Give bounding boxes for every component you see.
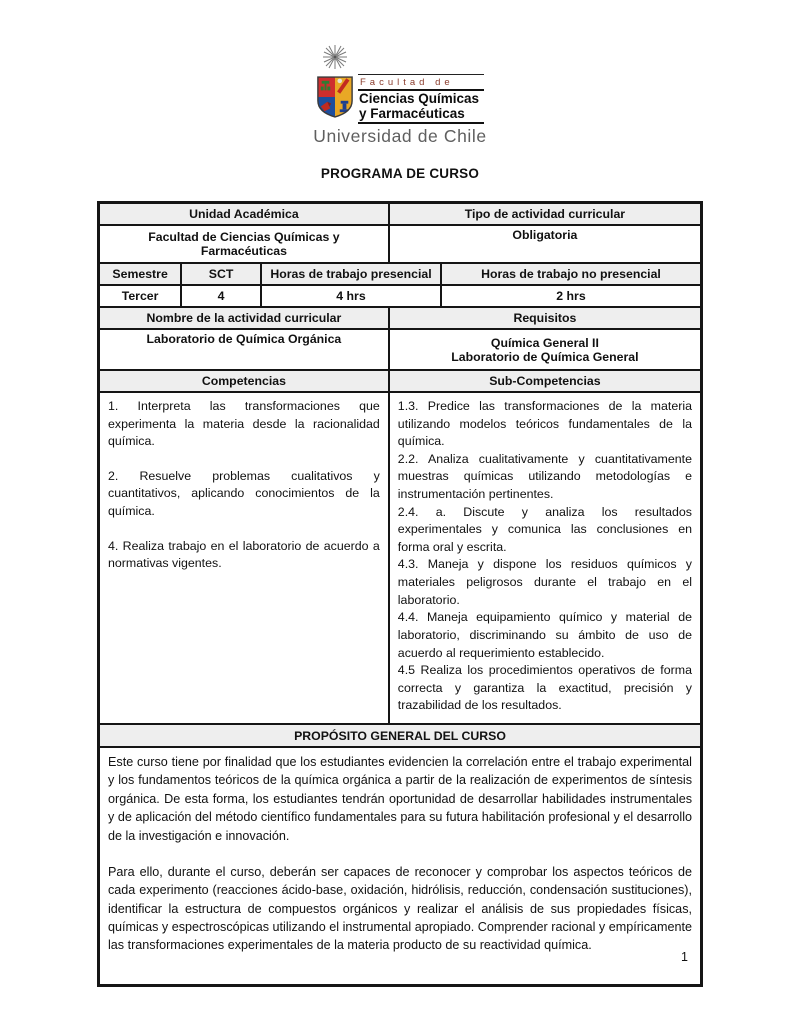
proposito-header-cell: PROPÓSITO GENERAL DEL CURSO [100, 725, 700, 746]
starburst-icon [320, 44, 350, 75]
competencia-item: 4. Realiza trabajo en el laboratorio de acuerdo a normativas vigentes. [108, 538, 380, 571]
requisitos-value-cell [390, 330, 700, 369]
sub-competencia-item: 4.3. Maneja y dispone los residuos químicos y materiales peligrosos durante el trabajo en el laboratorio. [397, 557, 692, 607]
unidad-academica-header-cell: Unidad Académica [100, 204, 390, 224]
row-proposito-header [100, 725, 700, 748]
tipo-actividad-value-cell: Obligatoria [390, 226, 700, 262]
nombre-actividad-value-cell: Laboratorio de Química Orgánica [100, 330, 390, 369]
requisito-2: Laboratorio de Química General [451, 349, 639, 364]
university-name: Universidad de Chile [313, 126, 487, 146]
sub-competencia-item: 4.4. Maneja equipamiento químico y material de laboratorio, discriminando su ámbito de uso de acuerdo al requerimiento establecido. [397, 610, 692, 660]
horas-no-presencial-value-cell: 2 hrs [442, 286, 700, 306]
faculty-name-block [358, 74, 484, 124]
unidad-academica-value-cell: Facultad de Ciencias Químicas y Farmacéuticas [100, 226, 390, 262]
proposito-content-cell [100, 748, 700, 984]
semestre-header-cell: Semestre [100, 264, 182, 284]
row-values-unidad-tipo [100, 226, 700, 264]
horas-presencial-value-cell: 4 hrs [262, 286, 442, 306]
page-title: PROGRAMA DE CURSO [320, 166, 480, 181]
sub-competencia-item: 1.3. Predice las transformaciones de la materia utilizando modelos teóricos fundamentales de la química. [397, 399, 692, 449]
competencia-item: 1. Interpreta las transformaciones que experimenta la materia desde la racionalidad química. [108, 399, 380, 449]
row-headers-competencias [100, 371, 700, 393]
university-shield-icon [316, 75, 354, 124]
row-competencias-content [100, 393, 700, 725]
faculty-line2: Ciencias Químicas [359, 91, 480, 106]
row-values-semestre [100, 286, 700, 308]
faculty-line3: y Farmacéuticas [359, 105, 465, 121]
sub-competencia-item: 2.4. a. Discute y analiza los resultados experimentales y comunica las conclusiones en forma oral y escrita. [397, 504, 692, 554]
faculty-line1: Facultad de [360, 77, 454, 88]
horas-presencial-header-cell: Horas de trabajo presencial [262, 264, 442, 284]
competencia-item: 2. Resuelve problemas cualitativos y cuantitativos, aplicando conocimientos de la química. [108, 468, 380, 519]
row-values-nombre-requisitos [100, 330, 700, 371]
sct-value-cell: 4 [182, 286, 262, 306]
page-number: 1 [681, 950, 688, 964]
sub-competencias-header-cell: Sub-Competencias [390, 371, 700, 391]
row-proposito-content [100, 748, 700, 984]
tipo-actividad-header-cell: Tipo de actividad curricular [390, 204, 700, 224]
row-headers-nombre-requisitos [100, 308, 700, 330]
horas-no-presencial-header-cell: Horas de trabajo no presencial [442, 264, 700, 284]
sct-header-cell: SCT [182, 264, 262, 284]
sub-competencia-item: 2.2. Analiza cualitativamente y cuantitativamente muestras químicas utilizando metodologías e instrumentación pertinentes. [397, 451, 692, 502]
competencias-header-cell: Competencias [100, 371, 390, 391]
logo-rule-top [358, 74, 484, 75]
nombre-actividad-header-cell: Nombre de la actividad curricular [100, 308, 390, 328]
competencias-content-cell [100, 393, 390, 723]
requisito-1: Química General II [490, 335, 599, 350]
sub-competencias-content-cell [390, 393, 700, 723]
university-logo [0, 0, 800, 147]
course-program-table [97, 201, 703, 987]
logo-rule-bottom [358, 122, 484, 124]
row-headers-unidad-tipo [100, 204, 700, 226]
proposito-paragraph: Este curso tiene por finalidad que los estudiantes evidencien la correlación entre el trabajo experimental y los fundamentos teóricos de la química orgánica a partir de la realización de experimentos de síntesis orgánica. De esta forma, los estudiantes tendrán oportunidad de desarrollar habilidades instrumentales y de aplicación del método científico fundamentales para su futura habilitación profesional y el desarrollo de la investigación e innovación. [108, 755, 692, 843]
proposito-paragraph: Para ello, durante el curso, deberán ser capaces de reconocer y comprobar los aspectos teóricos de cada experimento (reacciones ácido-base, oxidación, hidrólisis, reducción, condensación sustituciones), identificar la estructura de compuestos orgánicos y realizar el análisis de sus propiedades físicas, químicas y espectroscópicas utilizando el instrumental apropiado. Comprender racional y empíricamente las transformaciones experimentales de la materia producto de su reactividad química. [108, 864, 692, 953]
semestre-value-cell: Tercer [100, 286, 182, 306]
requisitos-header-cell: Requisitos [390, 308, 700, 328]
sub-competencia-item: 4.5 Realiza los procedimientos operativos de forma correcta y garantiza la exactitud, precisión y trazabilidad de los resultados. [397, 663, 692, 713]
row-headers-semestre [100, 264, 700, 286]
